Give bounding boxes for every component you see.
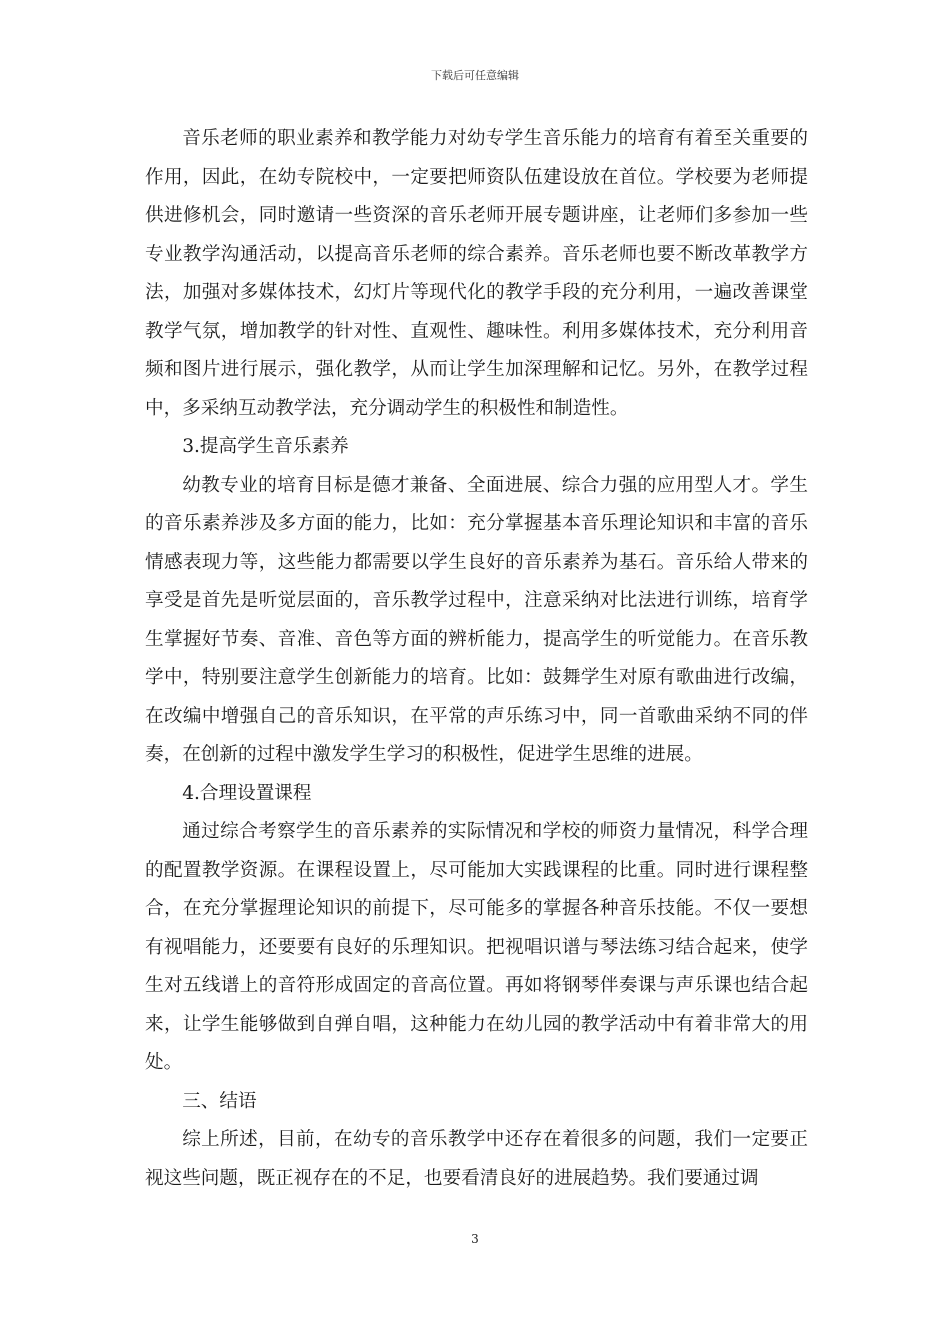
body-paragraph: 音乐老师的职业素养和教学能力对幼专学生音乐能力的培育有着至关重要的作用，因此，在幼专院校中，一定要把师资队伍建设放在首位。学校要为老师提供进修机会，同时邀请一些资深的音乐老师开展专题讲座，让老师们多参加一些专业教学沟通活动，以提高音乐老师的综合素养。音乐老师也要不断改革教学方法，加强对多媒体技术，幻灯片等现代化的教学手段的充分利用，一遍改善课堂教学气氛，增加教学的针对性、直观性、趣味性。利用多媒体技术，充分利用音频和图片进行展示，强化教学，从而让学生加深理解和记忆。另外，在教学过程中，多采纳互动教学法，充分调动学生的积极性和制造性。 — [145, 128, 808, 419]
section-heading: 3.提高学生音乐素养 — [182, 436, 349, 457]
body-paragraph: 幼教专业的培育目标是德才兼备、全面进展、综合力强的应用型人才。学生的音乐素养涉及多方面的能力，比如：充分掌握基本音乐理论知识和丰富的音乐情感表现力等，这些能力都需要以学生良好的音乐素养为基石。音乐给人带来的享受是首先是听觉层面的，音乐教学过程中，注意采纳对比法进行训练，培育学生掌握好节奏、音准、音色等方面的辨析能力，提高学生的听觉能力。在音乐教学中，特别要注意学生创新能力的培育。比如：鼓舞学生对原有歌曲进行改编，在改编中增强自己的音乐知识，在平常的声乐练习中，同一首歌曲采纳不同的伴奏，在创新的过程中激发学生学习的积极性，促进学生思维的进展。 — [145, 474, 808, 765]
section-heading: 三、结语 — [182, 1090, 257, 1112]
section-heading: 4.合理设置课程 — [182, 782, 312, 804]
page-header: 下载后可任意编辑 — [431, 69, 519, 82]
page-number: 3 — [471, 1232, 479, 1246]
body-paragraph: 综上所述，目前，在幼专的音乐教学中还存在着很多的问题，我们一定要正视这些问题，既正视存在的不足，也要看清良好的进展趋势。我们要通过调 — [145, 1129, 808, 1189]
document-body — [145, 120, 808, 1198]
body-paragraph: 通过综合考察学生的音乐素养的实际情况和学校的师资力量情况，科学合理的配置教学资源。在课程设置上，尽可能加大实践课程的比重。同时进行课程整合，在充分掌握理论知识的前提下，尽可能多的掌握各种音乐技能。不仅一要想有视唱能力，还要要有良好的乐理知识。把视唱识谱与琴法练习结合起来，使学生对五线谱上的音符形成固定的音高位置。再如将钢琴伴奏课与声乐课也结合起来，让学生能够做到自弹自唱，这种能力在幼儿园的教学活动中有着非常大的用处。 — [145, 821, 808, 1073]
